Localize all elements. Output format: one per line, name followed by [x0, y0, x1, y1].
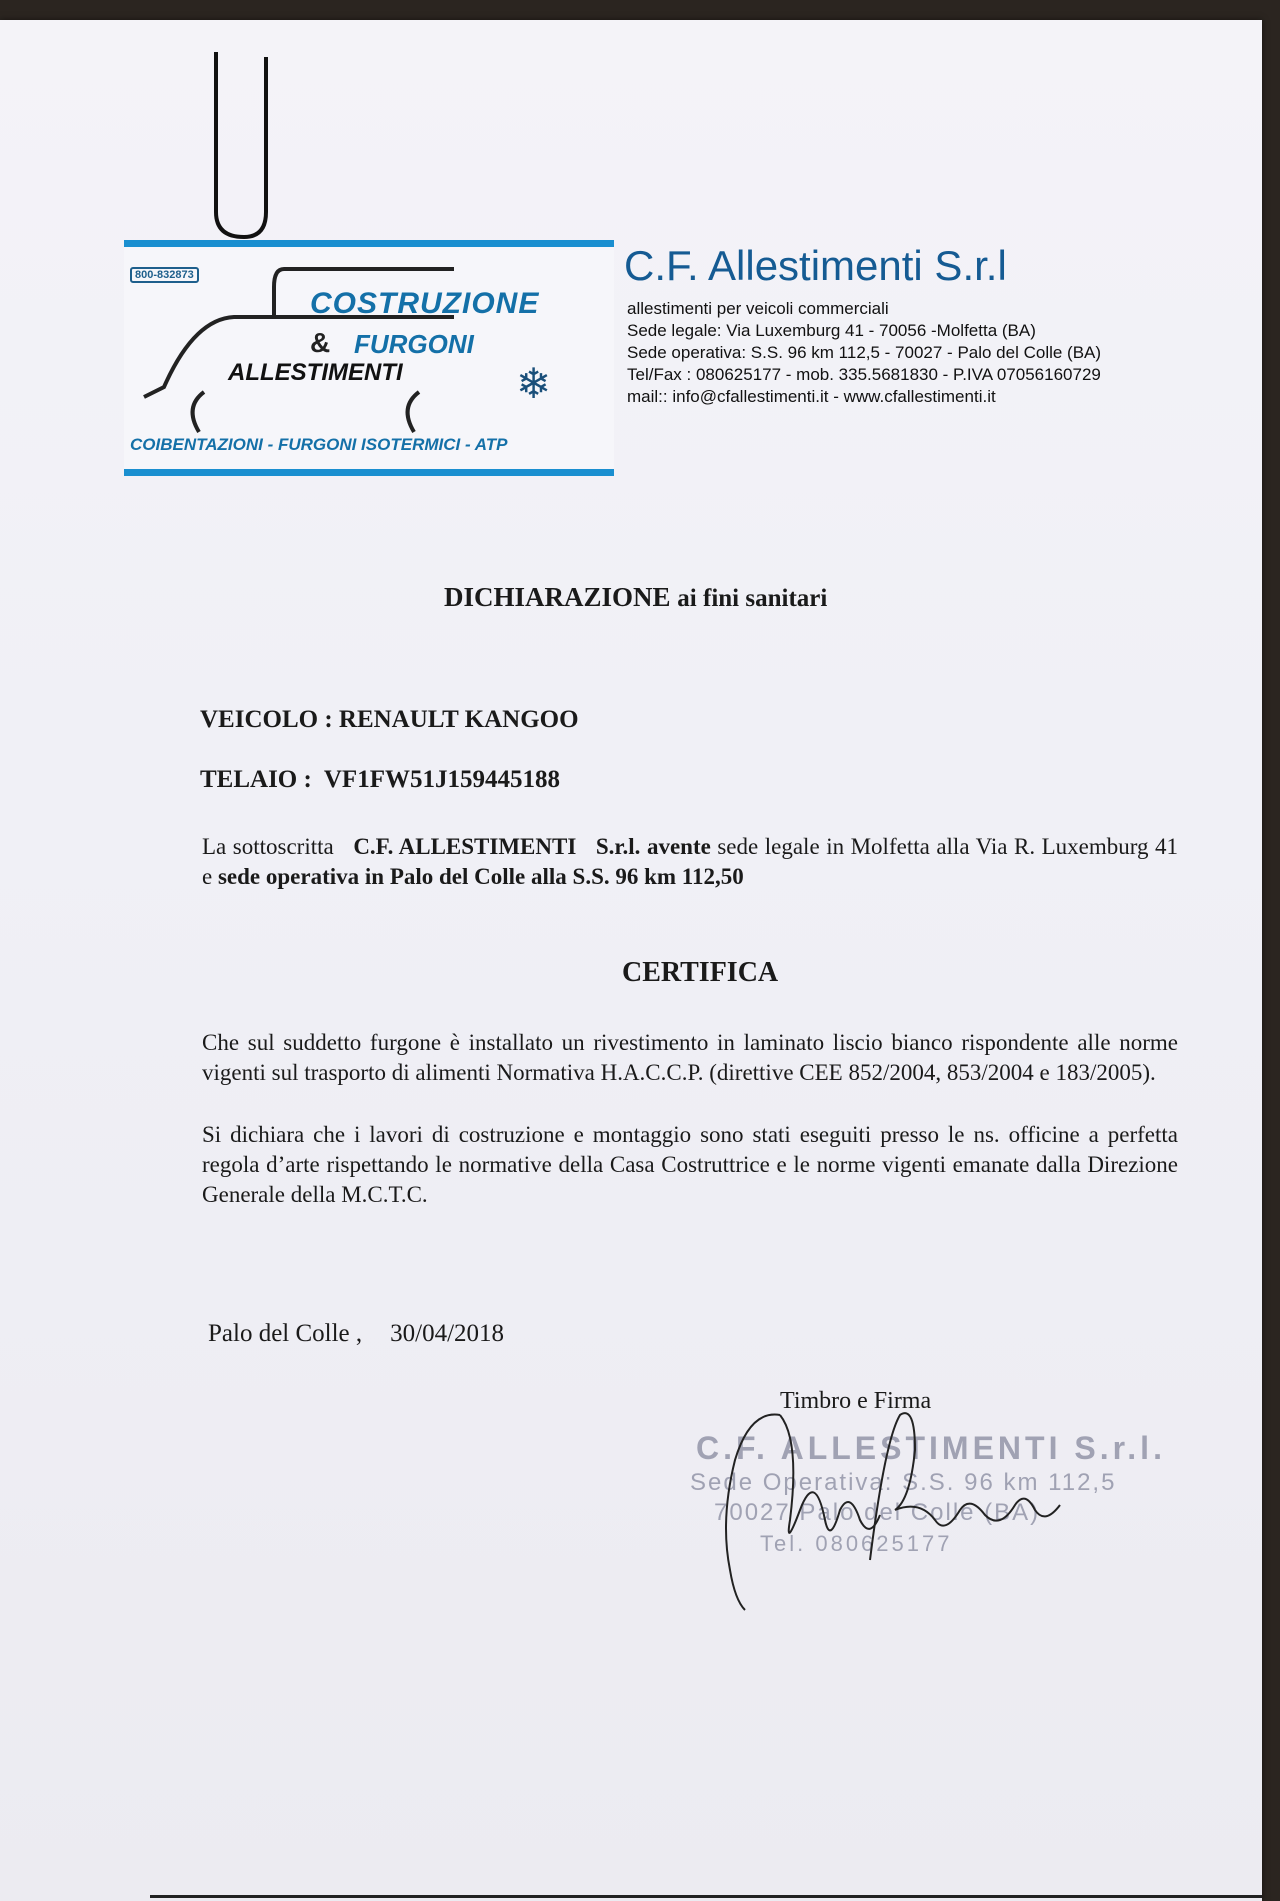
paperclip [214, 52, 274, 247]
stamp-line-2: Sede Operativa: S.S. 96 km 112,5 [690, 1469, 1117, 1496]
place-date [208, 1320, 504, 1348]
sede-legale: Sede legale: Via Luxemburg 41 - 70056 -Molfetta (BA) [627, 321, 1036, 340]
intro-text-1: La sottoscritta [202, 834, 334, 859]
snowflake-icon: ❄ [516, 362, 552, 408]
body-paragraph-1: Che sul suddetto furgone è installato un rivestimento in laminato liscio bianco rispondente alle norme vigenti sul trasporto di alimenti Normativa H.A.C.C.P. (direttive CEE 852/2004, 853/2004 e 183/2005). [202, 1030, 1178, 1085]
intro-srl: S.r.l. avente [595, 834, 711, 859]
stamp-line-3: 70027 Palo del Colle (BA) [714, 1499, 1041, 1526]
company-name: C.F. Allestimenti S.r.l [624, 242, 1007, 289]
bottom-edge-line [150, 1895, 1262, 1898]
intro-bold-end: sede operativa in Palo del Colle alla S.S. 96 km 112,50 [217, 864, 744, 889]
company-contact [627, 298, 1101, 408]
certifica-heading: CERTIFICA [622, 957, 779, 988]
telaio-line: TELAIO : VF1FW51J159445188 [200, 766, 560, 793]
intro-text-2: sede legale in Molfetta alla Via R. Luxemburg 41 e [202, 834, 1179, 889]
body-paragraph-2: Si dichiara che i lavori di costruzione e montaggio sono stati eseguiti presso le ns. officine a perfetta regola d’arte rispettando le normative della Casa Costruttrice e le norme vigenti emanate dalla Direzione Generale della M.C.T.C. [202, 1122, 1178, 1207]
logo-line-costruzione: COSTRUZIONE [310, 287, 540, 320]
mail-web: mail:: info@cfallestimenti.it - www.cfallestimenti.it [627, 387, 996, 406]
title-rest: ai fini sanitari [677, 585, 828, 612]
tel-fax: Tel/Fax : 080625177 - mob. 335.5681830 - P.IVA 07056160729 [627, 365, 1101, 384]
logo-phone: 800-832873 [130, 267, 199, 283]
title-bold: DICHIARAZIONE [444, 582, 671, 612]
logo-tagline: COIBENTAZIONI - FURGONI ISOTERMICI - ATP [130, 435, 508, 454]
logo-line-furgoni: FURGONI [354, 329, 474, 359]
stamp-line-4: Tel. 080625177 [760, 1531, 953, 1556]
veicolo-line: VEICOLO : RENAULT KANGOO [200, 706, 579, 733]
intro-paragraph [202, 832, 1178, 892]
company-description: allestimenti per veicoli commerciali [627, 299, 889, 318]
signature-label: Timbro e Firma [780, 1388, 932, 1414]
intro-company: C.F. ALLESTIMENTI [353, 834, 577, 859]
document-title [444, 582, 827, 613]
company-logo [124, 240, 614, 476]
stamp-line-1: C.F. ALLESTIMENTI S.r.l. [696, 1430, 1166, 1466]
handwritten-signature [690, 1400, 1166, 1620]
paper-sheet [0, 20, 1262, 1901]
logo-ampersand: & [310, 327, 331, 358]
logo-line-allestimenti: ALLESTIMENTI [228, 359, 403, 386]
date: 30/04/2018 [390, 1320, 505, 1347]
sede-operativa: Sede operativa: S.S. 96 km 112,5 - 70027 - Palo del Colle (BA) [627, 343, 1102, 362]
place: Palo del Colle , [208, 1320, 363, 1347]
